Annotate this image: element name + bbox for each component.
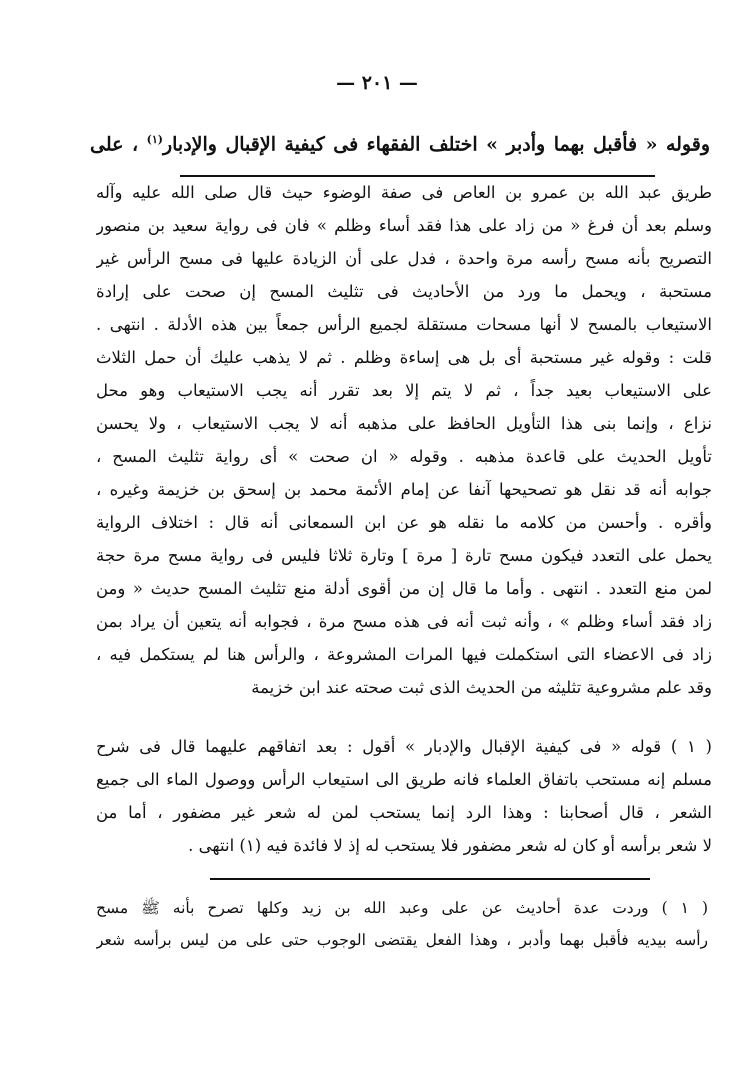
text-line: وأقره . وأحسن من كلامه ما نقله هو عن ابن السمعانى أنه قال : اختلاف الرواية xyxy=(96,513,712,532)
note-line: الشعر ، قال أصحابنا : وهذا الرد إنما يستحب لمن له شعر غير مضفور ، أما من xyxy=(96,803,712,822)
text-line: الاستيعاب بالمسح لا أنها مسحات مستقلة لجميع الرأس جمعاً بين هذه الأدلة . انتهى . xyxy=(96,315,712,334)
text-line: يحمل على التعدد فيكون مسح تارة [ مرة ] وتارة ثلاثا فليس فى رواية مسح مرة حجة xyxy=(96,546,712,565)
text-line: لمن منع التعدد . انتهى . وأما ما قال إن من أقوى أدلة منع تثليث المسح حديث « ومن xyxy=(96,579,712,598)
text-line: جوابه أنه قد نقل هو تصحيحها آنفا عن إمام الأئمة محمد بن إسحق بن خزيمة وغيره ، xyxy=(96,480,712,499)
footnote-line: ( ١ ) وردت عدة أحاديث عن على وعبد الله بن زيد وكلها تصرح بأنه ﷺ مسح xyxy=(96,899,708,917)
text-line: نزاع ، وإنما بنى هذا التأويل الحافظ على مذهبه أنه لا يجب الاستيعاب ، ولا يحسن xyxy=(96,414,712,433)
heading-text: وقوله « فأقبل بهما وأدبر » اختلف الفقهاء فى كيفية الإقبال والإدبار xyxy=(162,133,710,156)
footnote-divider xyxy=(210,878,650,880)
heading-tail: ، على xyxy=(90,133,139,156)
note-line: لا شعر برأسه أو كان له شعر مضفور فلا يستحب له إذ لا فائدة فيه (١) انتهى . xyxy=(188,836,712,855)
text-line: زاد فقد أساء وظلم » ، وأنه ثبت أنه فى هذه مسح مرة ، فجوابه أنه يتعين أن يراد بمن xyxy=(96,612,712,631)
text-line: وسلم بعد أن فرغ « من زاد على هذا فقد أساء وظلم » فان فى رواية سعيد بن منصور xyxy=(96,216,712,235)
commentary-note xyxy=(96,730,712,862)
text-line: مستحبة ، ويحمل ما ورد من الأحاديث فى تثليث المسح إن صحت على إرادة xyxy=(96,282,712,301)
text-line: على الاستيعاب بعيد جداً ، ثم لا يتم إلا بعد تقرر أنه يجب الاستيعاب وهو محل xyxy=(96,381,712,400)
note-line: ( ١ ) قوله « فى كيفية الإقبال والإدبار » أقول : بعد اتفاقهم عليهما قال فى شرح xyxy=(96,737,712,756)
footnote xyxy=(96,892,708,956)
text-line: وقد علم مشروعية تثليثه من الحديث الذى ثبت صحته عند ابن خزيمة xyxy=(251,678,712,697)
footnote-line: رأسه بيديه فأقبل بهما وأدبر ، وهذا الفعل يقتضى الوجوب حتى على من ليس برأسه شعر xyxy=(96,931,708,949)
heading-footnote-ref: (١) xyxy=(146,133,163,146)
page-number: — ٢٠١ — xyxy=(336,72,418,94)
main-text xyxy=(96,176,712,704)
text-line: طريق عبد الله بن عمرو بن العاص فى صفة الوضوء حيث قال صلى الله عليه وآله xyxy=(96,183,712,202)
text-line: تأويل الحديث على قاعدة مذهبه . وقوله « ان صحت » أى رواية تثليث المسح ، xyxy=(96,447,712,466)
text-line: قلت : وقوله غير مستحبة أى بل هى إساءة وظلم . ثم لا يذهب عليك أن حمل الثلاث xyxy=(96,348,712,367)
note-line: مسلم إنه مستحب باتفاق العلماء فانه طريق الى استيعاب الرأس ووصول الماء الى جميع xyxy=(96,770,712,789)
text-line: زاد فى الاعضاء التى استكملت فيها المرات المشروعة ، والرأس هنا لم يستكمل فيه ، xyxy=(96,645,712,664)
text-line: التصريح بأنه مسح رأسه مرة واحدة ، فدل على أن الزيادة عليها فى مسح الرأس غير xyxy=(96,249,712,268)
section-heading xyxy=(90,125,710,159)
